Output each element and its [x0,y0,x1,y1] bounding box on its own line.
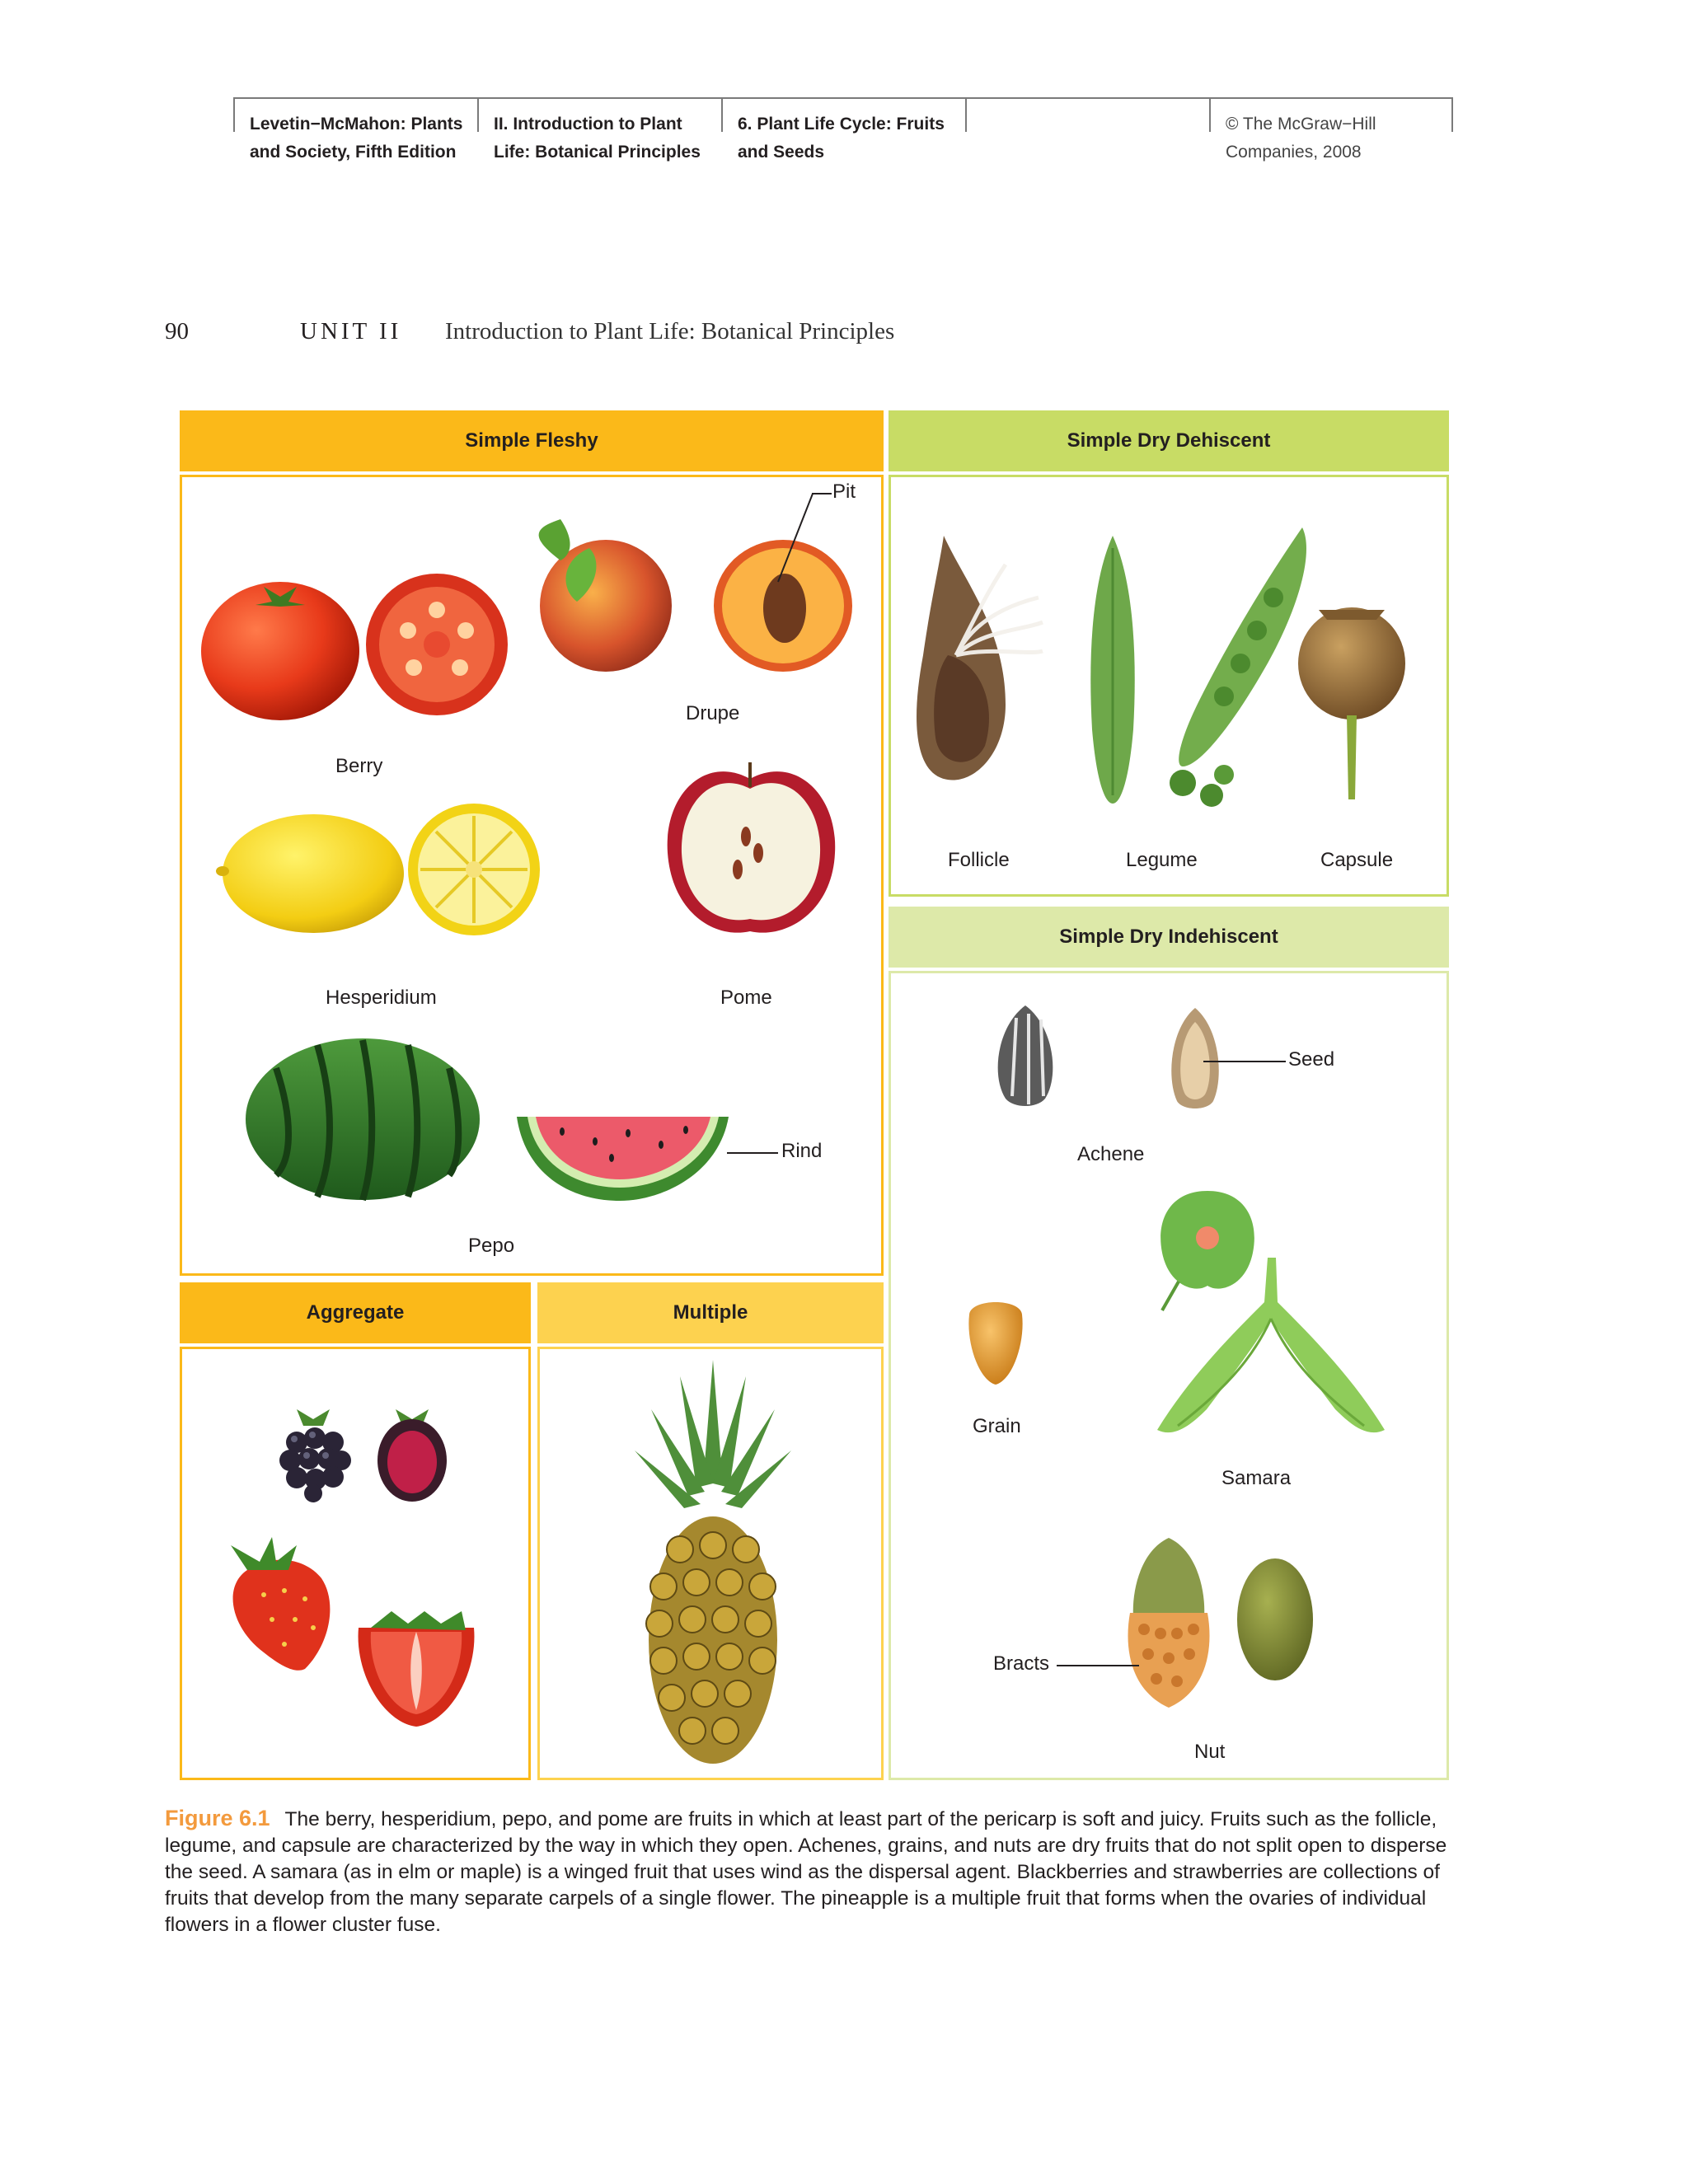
header-line: Companies, 2008 [1226,143,1362,162]
panel-title: Simple Dry Indehiscent [1059,926,1278,948]
running-header [233,97,1453,180]
label-seed: Seed [1288,1048,1335,1071]
label-nut: Nut [1194,1741,1226,1763]
header-divider [477,97,479,132]
watermelon-slice-illustration [513,1108,735,1207]
strawberry-cut-illustration [350,1607,482,1731]
pit-leader-diagonal [775,493,816,583]
header-divider [1209,97,1211,132]
label-hesperidium: Hesperidium [326,987,437,1009]
nut-bracts-illustration [1123,1535,1214,1712]
panel-title: Simple Fleshy [465,429,598,452]
seed-leader-line [1203,1061,1286,1062]
label-follicle: Follicle [948,849,1010,871]
label-grain: Grain [973,1415,1021,1437]
label-pome: Pome [720,987,772,1009]
header-part-title [494,110,716,166]
bracts-leader-line [1057,1665,1139,1666]
header-line: Life: Botanical Principles [494,143,701,162]
blackberry-illustration [272,1401,354,1504]
achene-seed-illustration [1162,1004,1228,1115]
follicle-illustration [907,532,1047,795]
blackberry-cut-illustration [371,1401,453,1504]
simple-dry-dehiscent-header [889,410,1449,471]
header-chapter-title [738,110,960,166]
header-divider [965,97,967,132]
peach-illustration [511,511,692,676]
apple-cut-illustration [655,762,845,944]
label-drupe: Drupe [686,702,740,724]
pineapple-illustration [631,1360,795,1772]
header-line: II. Introduction to Plant [494,115,682,134]
label-achene: Achene [1077,1143,1145,1165]
panel-title: Multiple [673,1301,748,1324]
grain-illustration [963,1294,1029,1389]
achene-illustration [987,1001,1063,1113]
header-divider [721,97,723,132]
tomato-illustration [198,569,363,725]
panel-title: Aggregate [306,1301,405,1324]
header-divider [233,97,235,132]
header-line: and Seeds [738,143,825,162]
label-berry: Berry [335,755,383,777]
caption-text: The berry, hesperidium, pepo, and pome are fruits in which at least part of the pericarp is soft and juicy. Fruits such as the follicle, legume, and capsule are characterized by the way in which they open. Achenes, grains, and nuts are dry fruits that do not split open to disperse the seed. A samara (as in elm or maple) is a winged fruit that uses wind as the dispersal agent. Blackberries and strawberries are collections of fruits that develop from the many separate carpels of a single flower. The pineapple is a multiple fruit that forms when the ovaries of individual flowers in a flower cluster fuse. [165,1808,1447,1936]
label-rind: Rind [781,1140,823,1162]
watermelon-illustration [243,1035,482,1203]
header-line: 6. Plant Life Cycle: Fruits [738,115,945,134]
label-bracts: Bracts [993,1652,1050,1675]
header-copyright [1226,110,1448,166]
legume-illustration [1084,532,1142,808]
strawberry-illustration [214,1537,342,1677]
capsule-illustration [1294,602,1409,808]
panel-title: Simple Dry Dehiscent [1067,429,1271,452]
label-legume: Legume [1126,849,1198,871]
simple-fleshy-header [180,410,884,471]
lemon-illustration [214,804,412,944]
samara-maple-illustration [1146,1253,1393,1442]
unit-label: UNIT II [300,318,402,344]
unit-title: Introduction to Plant Life: Botanical Principles [445,318,895,344]
label-pepo: Pepo [468,1235,515,1257]
label-samara: Samara [1221,1467,1292,1489]
figure-number: Figure 6.1 [165,1806,270,1830]
simple-dry-indehiscent-header [889,907,1449,968]
header-line: Levetin−McMahon: Plants [250,115,463,134]
multiple-header [537,1282,884,1343]
tomato-cut-illustration [363,569,511,721]
rind-leader-line [727,1152,778,1154]
header-rule [233,97,1453,99]
figure-caption [165,1805,1463,1938]
header-line: © The McGraw−Hill [1226,115,1376,134]
header-line: and Society, Fifth Edition [250,143,457,162]
page-number: 90 [165,318,189,344]
header-divider [1451,97,1453,132]
aggregate-header [180,1282,531,1343]
label-capsule: Capsule [1320,849,1394,871]
nut-illustration [1234,1554,1316,1685]
header-book-title [250,110,472,166]
label-pit: Pit [832,480,856,503]
lemon-cut-illustration [404,799,544,940]
